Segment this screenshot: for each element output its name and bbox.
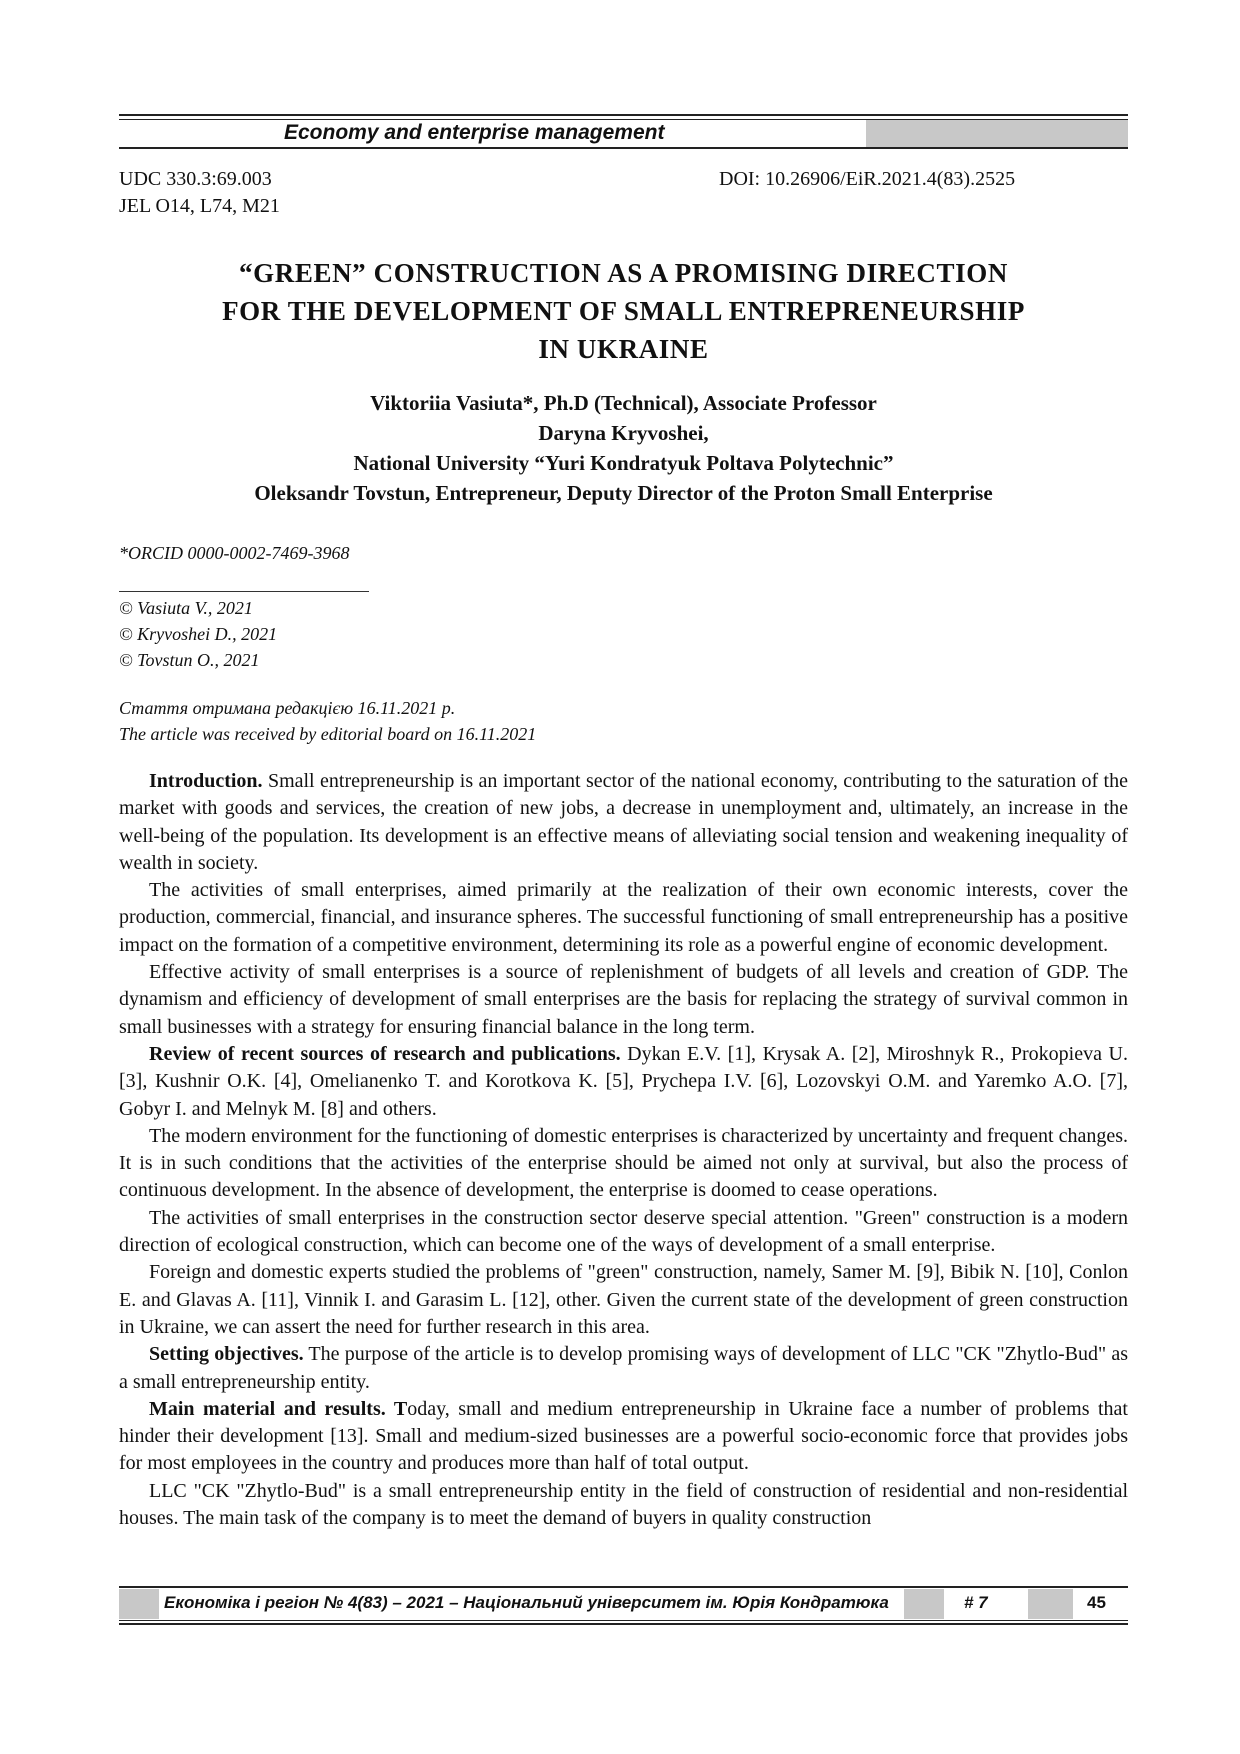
author-block <box>119 388 1128 508</box>
paragraph: The activities of small enterprises, aimed primarily at the realization of their own economic interests, cover the production, commercial, financial, and insurance spheres. The successful functioning of small entrepreneurship has a positive impact on the formation of a competitive environment, determining its role as a powerful engine of economic development. <box>119 879 1128 956</box>
affiliation-line: National University “Yuri Kondratyuk Poltava Polytechnic” <box>353 451 894 475</box>
received-en: The article was received by editorial board on 16.11.2021 <box>119 724 537 744</box>
paragraph: LLC "CK "Zhytlo-Bud" is a small entrepreneurship entity in the field of construction of residential and non-residential houses. The main task of the company is to meet the demand of buyers in quality construction <box>119 1479 1128 1530</box>
article-body <box>119 768 1128 1532</box>
title-line: IN UKRAINE <box>538 334 709 364</box>
issue-number: # 7 <box>964 1593 988 1612</box>
footer-bottom-rule <box>119 1623 1128 1625</box>
title-line: “GREEN” CONSTRUCTION AS A PROMISING DIRECTION <box>239 258 1008 288</box>
footer-bottom-rule <box>119 1620 1128 1621</box>
footer-gray-block <box>1028 1589 1073 1619</box>
copyright-item: © Tovstun O., 2021 <box>119 650 260 670</box>
author-line: Daryna Kryvoshei, <box>538 421 709 445</box>
paragraph: The modern environment for the functioning of domestic enterprises is characterized by uncertainty and frequent changes. It is in such conditions that the activities of the enterprise should be aimed not only at survival, but also the process of continuous development. In the absence of development, the enterprise is doomed to cease operations. <box>119 1124 1128 1202</box>
paragraph-heading: Main material and results. T <box>149 1397 408 1420</box>
copyright-list <box>119 595 277 673</box>
paragraph-heading: Introduction. <box>149 770 263 792</box>
orcid: *ORCID 0000-0002-7469-3968 <box>119 543 350 563</box>
running-footer <box>119 1589 1128 1619</box>
header-gray-block <box>866 120 1128 147</box>
classification-codes <box>119 166 280 220</box>
paragraph: Effective activity of small enterprises is a source of replenishment of budgets of all levels and creation of GDP. The dynamism and efficiency of development of small enterprises are the basis for replacing the strategy of survival common in small businesses with a strategy for ensuring financial balance in the long term. <box>119 961 1128 1038</box>
page-number: 45 <box>1087 1593 1106 1612</box>
header-bottom-rule <box>119 147 1128 149</box>
footer-top-rule <box>119 1586 1128 1588</box>
udc-code: UDC 330.3:69.003 <box>119 168 272 190</box>
received-uk: Стаття отримана редакцією 16.11.2021 р. <box>119 698 456 718</box>
copyright-item: © Vasiuta V., 2021 <box>119 598 253 618</box>
paragraph-heading: Review of recent sources of research and publications. <box>149 1042 621 1065</box>
footer-gray-block <box>119 1589 159 1619</box>
paragraph: Setting objectives. The purpose of the article is to develop promising ways of development of LLC "CK "Zhytlo-Bud" as a small entrepreneurship entity. <box>119 1343 1128 1393</box>
title-line: FOR THE DEVELOPMENT OF SMALL ENTREPRENEURSHIP <box>222 296 1025 326</box>
section-title: Economy and enterprise management <box>284 121 665 144</box>
author-line: Viktoriia Vasiuta*, Ph.D (Technical), Associate Professor <box>370 391 877 415</box>
paragraph-heading: Setting objectives. <box>149 1343 304 1366</box>
jel-code: JEL O14, L74, M21 <box>119 195 280 217</box>
author-line: Oleksandr Tovstun, Entrepreneur, Deputy Director of the Proton Small Enterprise <box>254 481 993 505</box>
doi: DOI: 10.26906/EiR.2021.4(83).2525 <box>719 168 1016 190</box>
paragraph: Main material and results. Today, small and medium entrepreneurship in Ukraine face a number of problems that hinder their development [13]. Small and medium-sized businesses are a powerful socio-economic force that provides jobs for most employees in the country and produces more than half of total output. <box>119 1397 1128 1475</box>
journal-citation: Економіка і регіон № 4(83) – 2021 – Національний університет ім. Юрія Кондратюка <box>164 1593 889 1612</box>
copyright-item: © Kryvoshei D., 2021 <box>119 624 278 644</box>
paragraph: The activities of small enterprises in the construction sector deserve special attention. "Green" construction is a modern direction of ecological construction, which can become one of the ways of development of a small enterprise. <box>119 1206 1128 1257</box>
paragraph: Introduction. Small entrepreneurship is an important sector of the national economy, contributing to the saturation of the market with goods and services, the creation of new jobs, a decrease in unemployment and, ultimately, an increase in the well-being of the population. Its development is an effective means of alleviating social tension and weakening inequality of wealth in society. <box>119 770 1128 874</box>
footer-gray-block <box>904 1589 944 1619</box>
paragraph: Foreign and domestic experts studied the problems of "green" construction, namely, Samer M. [9], Bibik N. [10], Conlon E. and Glavas A. [11], Vinnik I. and Garasim L. [12], other. Given the current state of the development of green construction in Ukraine, we can assert the need for further research in this area. <box>119 1261 1128 1338</box>
copyright-separator <box>119 591 369 592</box>
received-note <box>119 695 536 747</box>
paragraph: Review of recent sources of research and publications. Dykan E.V. [1], Krysak A. [2], Miroshnyk R., Prokopieva U. [3], Kushnir O.K. [4], Omelianenko T. and Korotkova K. [5], Prychepa I.V. [6], Lozovskyi O.M. and Yaremko A.O. [7], Gobyr I. and Melnyk M. [8] and others. <box>119 1042 1128 1120</box>
running-header <box>119 120 1128 147</box>
article-title <box>119 254 1128 368</box>
